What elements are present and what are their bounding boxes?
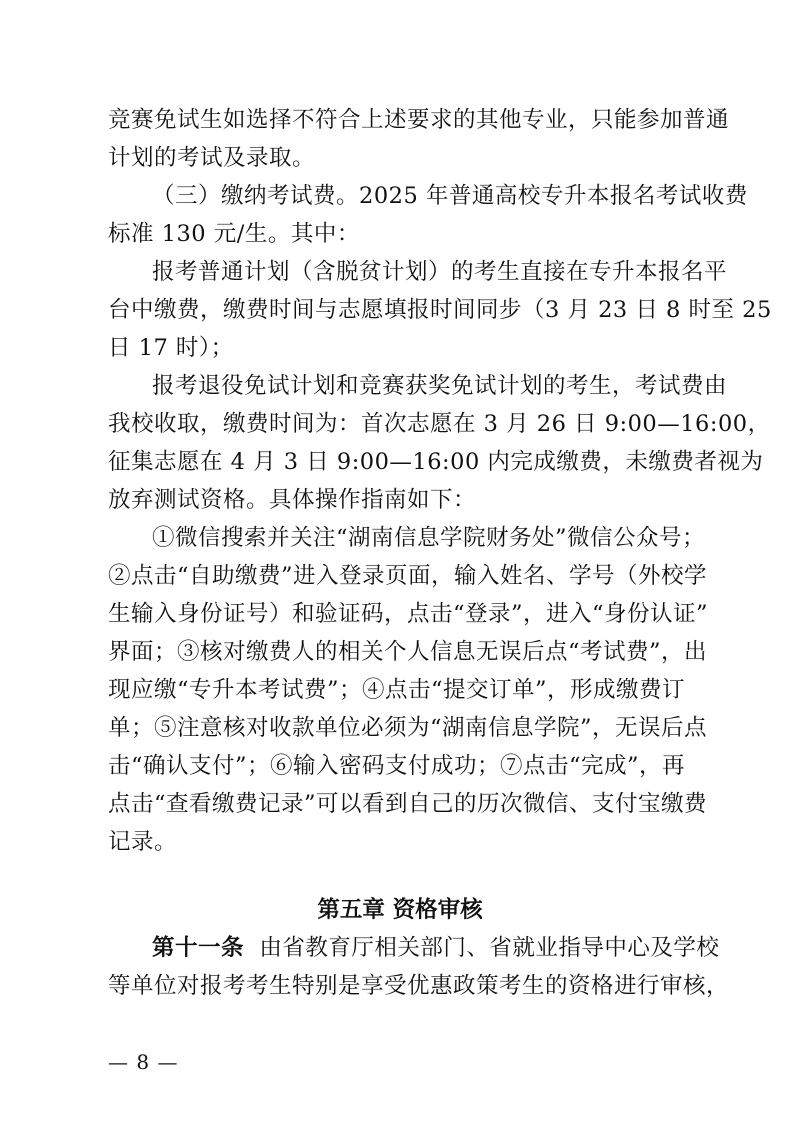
text-line: 放弃测试资格。具体操作指南如下： xyxy=(108,487,477,513)
text-line: 界面；③核对缴费人的相关个人信息无误后点“考试费”，出 xyxy=(108,639,708,665)
text-line: ②点击“自助缴费”进入登录页面，输入姓名、学号（外校学 xyxy=(108,563,708,589)
text-line: 征集志愿在 4 月 3 日 9:00—16:00 内完成缴费，未缴费者视为 xyxy=(108,449,764,475)
chapter-heading: 第五章 资格审核 xyxy=(317,897,483,923)
article-line xyxy=(152,930,719,966)
text-line: 标准 130 元/生。其中： xyxy=(108,221,360,247)
text-line: （三）缴纳考试费。2025 年普通高校专升本报名考试收费 xyxy=(152,183,748,209)
text-line: 台中缴费，缴费时间与志愿填报时间同步（3 月 23 日 8 时至 25 xyxy=(108,297,772,323)
text-line: 计划的考试及录取。 xyxy=(108,145,316,171)
text-line: 单；⑤注意核对收款单位必须为“湖南信息学院”，无误后点 xyxy=(108,715,708,741)
text-line: 竞赛免试生如选择不符合上述要求的其他专业，只能参加普通 xyxy=(108,107,730,133)
article-number: 第十一条 xyxy=(152,935,245,961)
text-line: 日 17 时）； xyxy=(108,335,234,361)
page-number: — 8 — xyxy=(108,1050,179,1074)
text-line: 记录。 xyxy=(108,829,178,855)
text-line: 现应缴“专升本考试费”；④点击“提交订单”，形成缴费订 xyxy=(108,677,686,703)
text-line: 生输入身份证号）和验证码，点击“登录”，进入“身份认证” xyxy=(108,601,709,627)
text-line: ①微信搜索并关注“湖南信息学院财务处”微信公众号； xyxy=(152,525,706,551)
text-line: 报考普通计划（含脱贫计划）的考生直接在专升本报名平 xyxy=(152,259,728,285)
text-line: 点击“查看缴费记录”可以看到自己的历次微信、支付宝缴费 xyxy=(108,791,708,817)
text-line: 报考退役免试计划和竞赛获奖免试计划的考生，考试费由 xyxy=(152,373,728,399)
text-line: 击“确认支付”；⑥输入密码支付成功；⑦点击“完成”，再 xyxy=(108,753,686,779)
article-text: 由省教育厅相关部门、省就业指导中心及学校 xyxy=(244,935,720,961)
text-line: 等单位对报考考生特别是享受优惠政策考生的资格进行审核， xyxy=(108,973,730,999)
text-line: 我校收取，缴费时间为：首次志愿在 3 月 26 日 9:00—16:00， xyxy=(108,411,771,437)
